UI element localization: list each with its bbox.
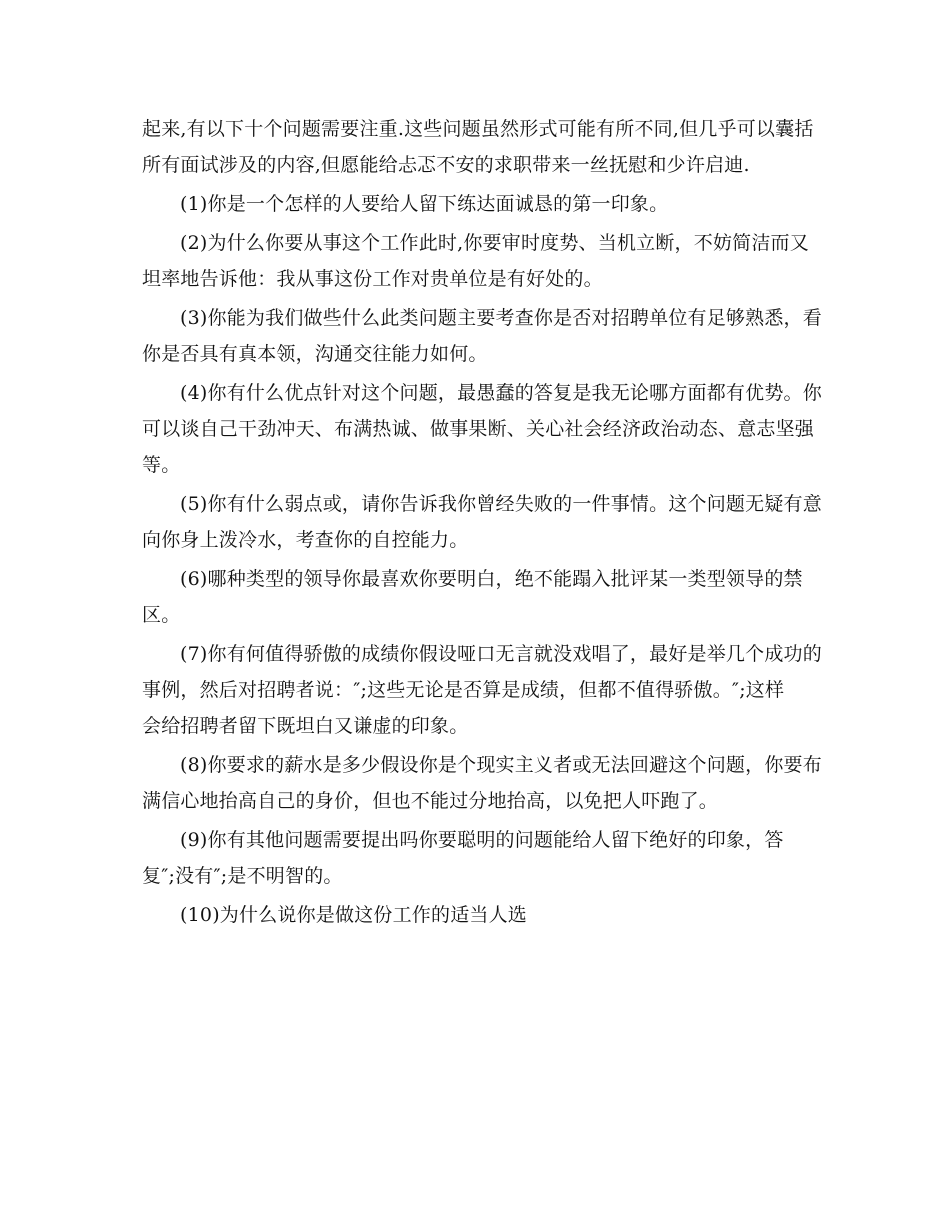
- question-8-continued: 满信心地抬高自己的身价，但也不能过分地抬高，以免把人吓跑了。: [142, 790, 719, 812]
- question-6-continued: 区。: [142, 604, 181, 626]
- question-3: (3)你能为我们做些什么此类问题主要考查你是否对招聘单位有足够熟悉，看: [180, 307, 822, 329]
- question-1: (1)你是一个怎样的人要给人留下练达面诚恳的第一印象。: [180, 193, 669, 215]
- question-4: (4)你有什么优点针对这个问题，最愚蠢的答复是我无论哪方面都有优势。你: [180, 382, 822, 404]
- question-2: (2)为什么你要从事这个工作此时,你要审时度势、当机立断，不妨简洁而又: [180, 232, 809, 254]
- question-4-continued: 可以谈自己干劲冲天、布满热诚、做事果断、关心社会经济政治动态、意志坚强: [142, 418, 815, 440]
- question-4-continued: 等。: [142, 454, 181, 476]
- paragraph-line: 所有面试涉及的内容,但愿能给忐忑不安的求职带来一丝抚慰和少许启迪.: [142, 154, 750, 176]
- question-8: (8)你要求的薪水是多少假设你是个现实主义者或无法回避这个问题，你要布: [180, 754, 822, 776]
- question-7-continued: 事例，然后对招聘者说：″;这些无论是否算是成绩，但都不值得骄傲。″;这样: [142, 679, 785, 701]
- question-3-continued: 你是否具有真本领，沟通交往能力如何。: [142, 343, 488, 365]
- question-10: (10)为什么说你是做这份工作的适当人选: [180, 904, 528, 926]
- question-7-continued: 会给招聘者留下既坦白又谦虚的印象。: [142, 715, 469, 737]
- question-9-continued: 复″;没有″;是不明智的。: [142, 865, 343, 887]
- question-2-continued: 坦率地告诉他：我从事这份工作对贵单位是有好处的。: [142, 268, 603, 290]
- question-7: (7)你有何值得骄傲的成绩你假设哑口无言就没戏唱了，最好是举几个成功的: [180, 643, 822, 665]
- question-9: (9)你有其他问题需要提出吗你要聪明的问题能给人留下绝好的印象，答: [180, 829, 784, 851]
- question-5: (5)你有什么弱点或，请你告诉我你曾经失败的一件事情。这个问题无疑有意: [180, 493, 822, 515]
- question-5-continued: 向你身上泼冷水，考查你的自控能力。: [142, 529, 469, 551]
- paragraph-line: 起来,有以下十个问题需要注重.这些问题虽然形式可能有所不同,但几乎可以囊括: [142, 118, 814, 140]
- question-6: (6)哪种类型的领导你最喜欢你要明白，绝不能蹋入批评某一类型领导的禁: [180, 568, 803, 590]
